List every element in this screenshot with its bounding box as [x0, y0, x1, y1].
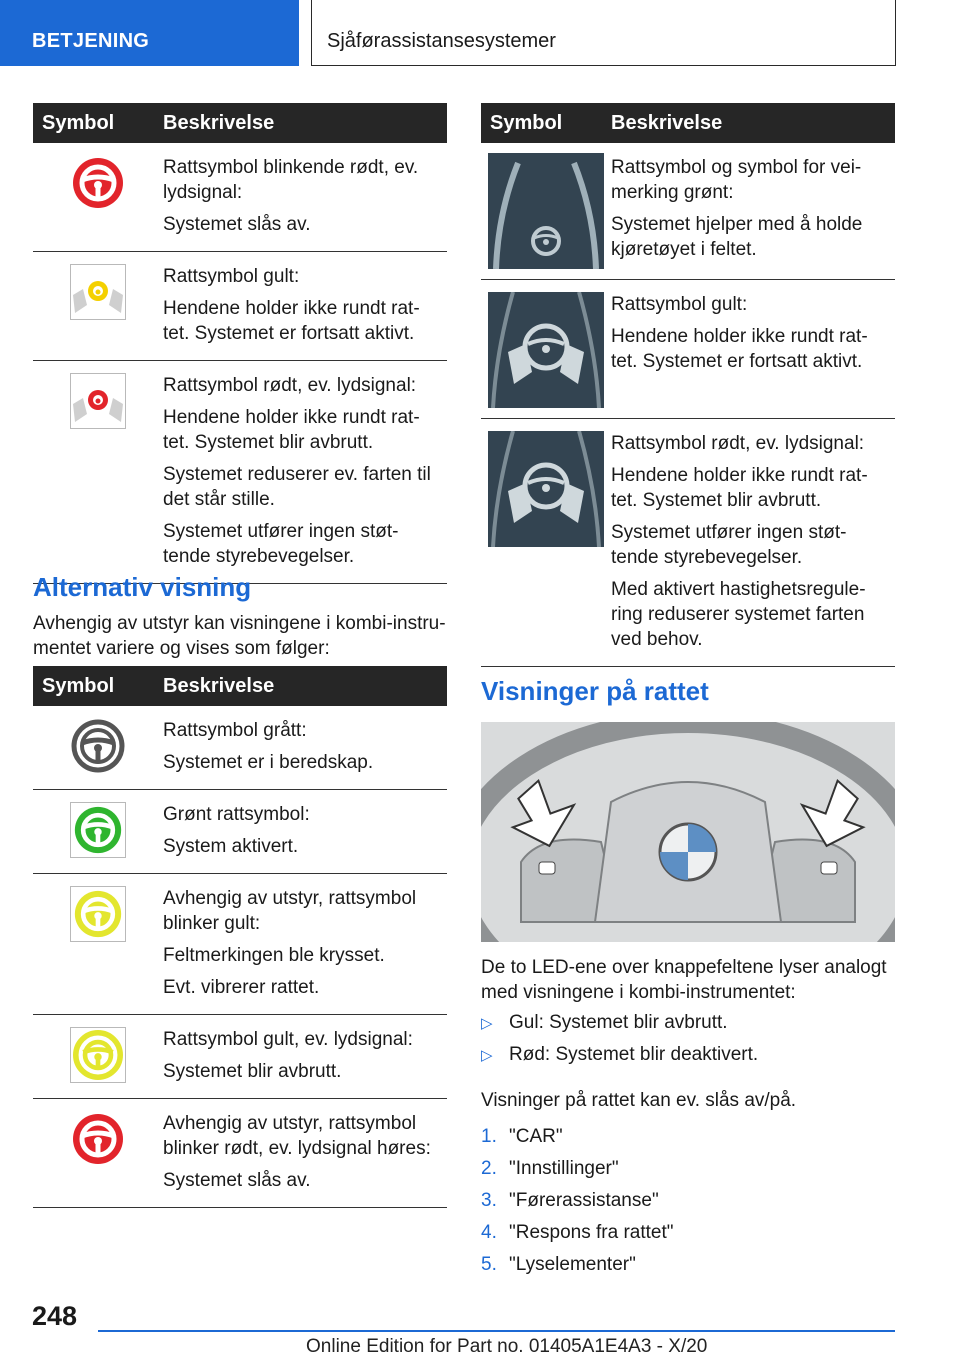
step-text: "CAR"	[509, 1126, 563, 1147]
table-row	[33, 361, 447, 584]
row-text: Feltmerkingen ble krysset.	[163, 945, 385, 966]
row-text: Avhengig av utstyr, rattsymbol blinker gult:	[163, 888, 417, 934]
steering-wheel-yellow-outline-icon	[70, 1027, 126, 1083]
symbol-table-top	[33, 103, 447, 584]
row-text: Systemet utfører ingen støt-tende styrebevegelser.	[163, 521, 399, 567]
table-row	[33, 706, 447, 790]
step-number: 4.	[481, 1222, 497, 1243]
col-symbol: Symbol	[42, 674, 115, 697]
section-title-visninger: Visninger på rattet	[481, 676, 709, 706]
lane-markings-wheel-icon	[488, 153, 604, 269]
list-item	[481, 1222, 674, 1244]
table-row	[33, 252, 447, 361]
bullet-text: Rød: Systemet blir deaktivert.	[509, 1044, 759, 1065]
table-row	[33, 143, 447, 252]
triangle-bullet-icon: ▷	[481, 1047, 493, 1064]
step-text: "Lyselementer"	[509, 1254, 636, 1275]
step-number: 5.	[481, 1254, 497, 1275]
step-number: 1.	[481, 1126, 497, 1147]
table-row	[33, 1099, 447, 1208]
triangle-bullet-icon: ▷	[481, 1015, 493, 1032]
step-number: 2.	[481, 1158, 497, 1179]
list-item	[481, 1012, 728, 1034]
row-text: Systemet utfører ingen støt-tende styrebevegelser.	[611, 522, 847, 568]
alt-intro: Avhengig av utstyr kan visningene i kombi-instru-mentet variere og vises som følger:	[33, 613, 446, 659]
symbol-table-right	[481, 103, 895, 667]
symbol-table-bottom	[33, 666, 447, 1208]
row-text: Rattsymbol rødt, ev. lydsignal:	[163, 375, 417, 396]
row-text: Systemet reduserer ev. farten til det står stille.	[163, 464, 431, 510]
row-text: Hendene holder ikke rundt rat-tet. Systemet er fortsatt aktivt.	[163, 298, 420, 344]
bullet-text: Gul: Systemet blir avbrutt.	[509, 1012, 728, 1033]
table-row	[33, 1015, 447, 1099]
table-row	[33, 874, 447, 1015]
steering-wheel-red-icon	[70, 155, 126, 211]
row-text: Avhengig av utstyr, rattsymbol blinker rødt, ev. lydsignal høres:	[163, 1113, 431, 1159]
row-text: Rattsymbol blinkende rødt, ev. lydsignal:	[163, 157, 419, 203]
row-text: System aktivert.	[163, 836, 299, 857]
table-row	[33, 790, 447, 874]
col-description: Beskrivelse	[611, 111, 723, 134]
row-text: Rattsymbol rødt, ev. lydsignal:	[611, 433, 865, 454]
col-symbol: Symbol	[42, 111, 115, 134]
row-text: Rattsymbol grått:	[163, 720, 307, 741]
row-text: Med aktivert hastighetsregule-ring reduserer systemet farten ved behov.	[611, 579, 866, 650]
header-section: BETJENING	[0, 0, 299, 66]
steering-wheel-red-icon	[70, 1111, 126, 1167]
list-item	[481, 1190, 659, 1212]
table-row	[481, 280, 895, 419]
step-text: "Respons fra rattet"	[509, 1222, 674, 1243]
table-row	[481, 143, 895, 280]
hands-on-wheel-red-icon	[70, 373, 126, 429]
hands-on-wheel-yellow-icon	[70, 264, 126, 320]
step-number: 3.	[481, 1190, 497, 1211]
row-text: Systemet slås av.	[163, 1170, 311, 1191]
steering-wheel-yellow-icon	[70, 886, 126, 942]
row-text: Systemet hjelper med å holde kjøretøyet i feltet.	[611, 214, 863, 260]
row-text: Grønt rattsymbol:	[163, 804, 310, 825]
steering-wheel-illustration	[481, 722, 895, 942]
row-text: Hendene holder ikke rundt rat-tet. Systemet er fortsatt aktivt.	[611, 326, 868, 372]
hands-wheel-dark-icon	[488, 292, 604, 408]
col-symbol: Symbol	[490, 111, 563, 134]
row-text: Hendene holder ikke rundt rat-tet. Systemet blir avbrutt.	[163, 407, 420, 453]
steering-wheel-green-icon	[70, 802, 126, 858]
page-number: 248	[32, 1301, 78, 1331]
row-text: Rattsymbol og symbol for vei-merking grønt:	[611, 157, 862, 203]
row-text: Systemet er i beredskap.	[163, 752, 374, 773]
row-text: Rattsymbol gult:	[611, 294, 748, 315]
list-item	[481, 1158, 619, 1180]
col-description: Beskrivelse	[163, 674, 275, 697]
table-header	[33, 666, 447, 706]
section-title-alternativ: Alternativ visning	[33, 572, 252, 602]
step-text: "Førerassistanse"	[509, 1190, 659, 1211]
row-text: Evt. vibrerer rattet.	[163, 977, 320, 998]
table-row	[481, 419, 895, 667]
row-text: Hendene holder ikke rundt rat-tet. Systemet blir avbrutt.	[611, 465, 868, 511]
list-item	[481, 1126, 563, 1148]
step-text: "Innstillinger"	[509, 1158, 619, 1179]
header-chapter: Sjåførassistansesystemer	[311, 0, 896, 66]
col-description: Beskrivelse	[163, 111, 275, 134]
row-text: Rattsymbol gult:	[163, 266, 300, 287]
hands-wheel-dark-icon	[488, 431, 604, 547]
row-text: Systemet blir avbrutt.	[163, 1061, 342, 1082]
table-header	[33, 103, 447, 143]
table-header	[481, 103, 895, 143]
wheel-para-2: Visninger på rattet kan ev. slås av/på.	[481, 1090, 797, 1111]
footer-edition: Online Edition for Part no. 01405A1E4A3 - X/20	[306, 1336, 708, 1357]
row-text: Rattsymbol gult, ev. lydsignal:	[163, 1029, 413, 1050]
list-item	[481, 1044, 758, 1066]
steering-wheel-grey-icon	[70, 718, 126, 774]
wheel-para-1: De to LED-ene over knappefeltene lyser analogt med visningene i kombi-instrumentet:	[481, 957, 887, 1003]
row-text: Systemet slås av.	[163, 214, 311, 235]
footer-divider	[98, 1330, 895, 1332]
list-item	[481, 1254, 636, 1276]
